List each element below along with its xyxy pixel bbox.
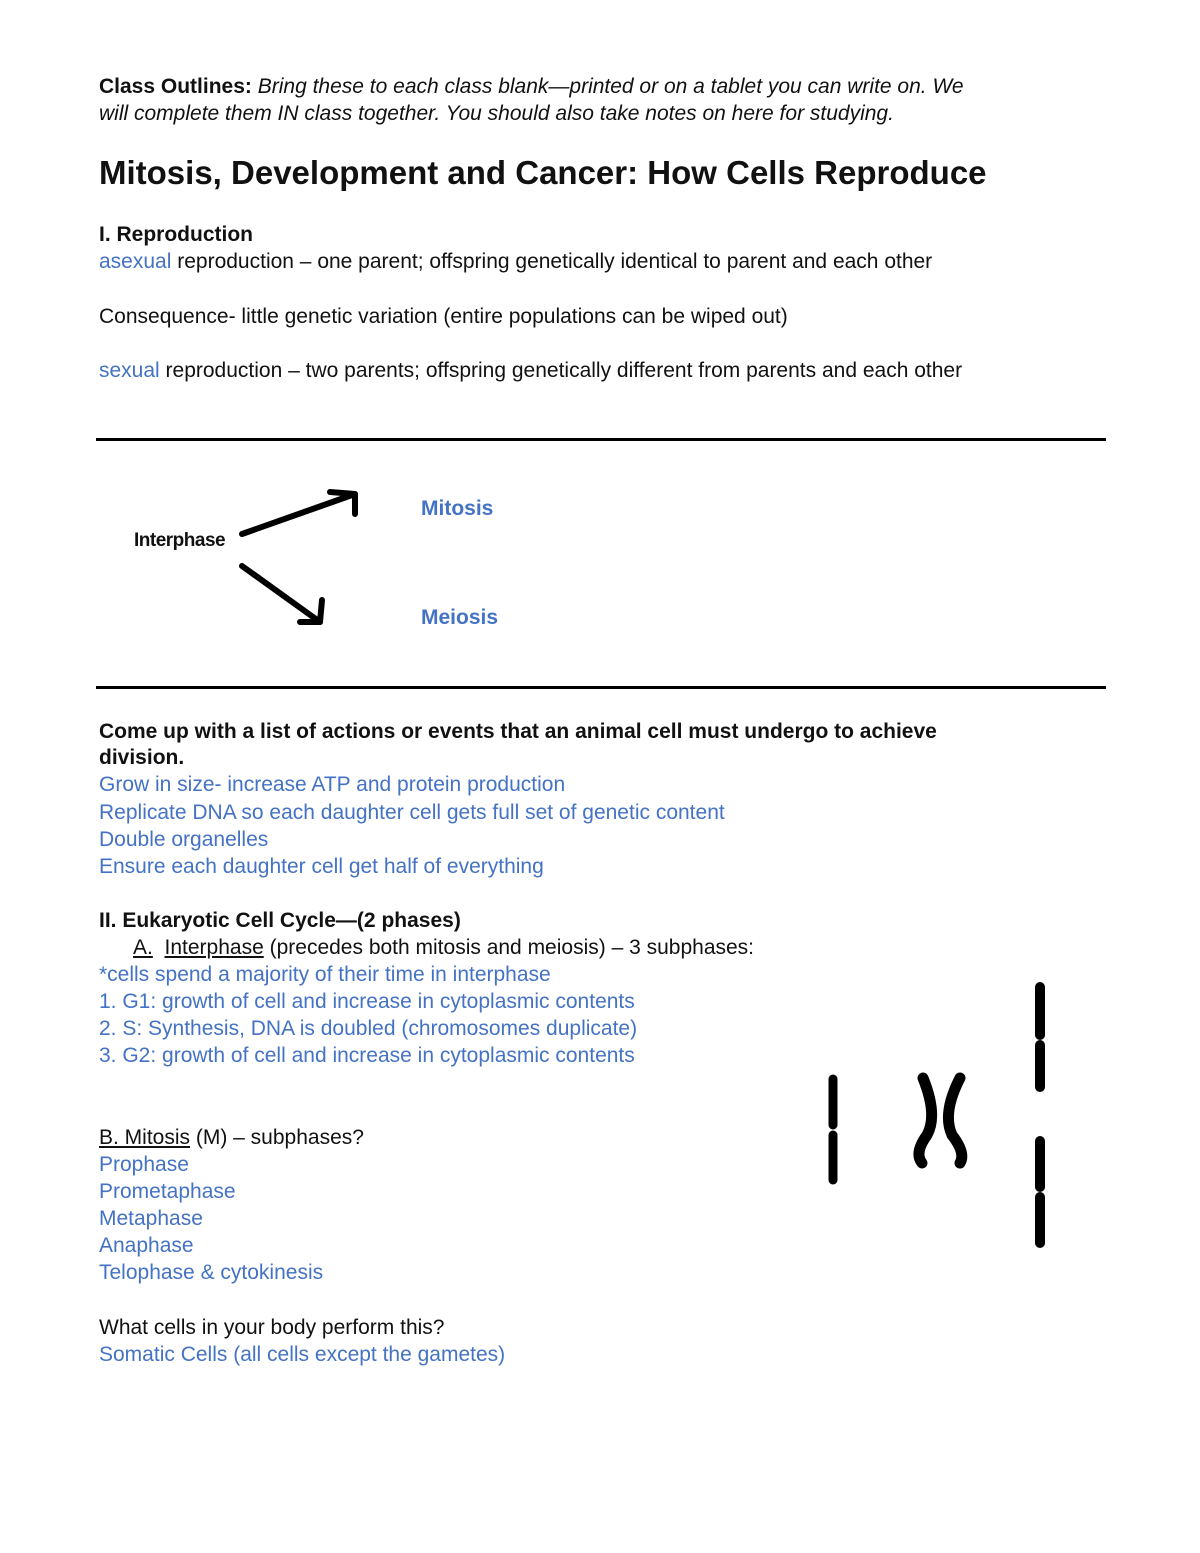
interphase-note: 1. G1: growth of cell and increase in cytoplasmic contents bbox=[99, 990, 635, 1013]
sexual-line bbox=[99, 357, 962, 384]
class-outlines-label: Class Outlines: bbox=[99, 75, 252, 98]
class-outlines-line1 bbox=[99, 73, 964, 100]
page-title: Mitosis, Development and Cancer: How Cells Reproduce bbox=[99, 154, 987, 191]
arrow-to-meiosis bbox=[242, 566, 322, 622]
class-outlines-line2: will complete them IN class together. You should also take notes on here for studying. bbox=[99, 102, 894, 125]
action-item: Double organelles bbox=[99, 828, 269, 851]
mitosis-phase: Metaphase bbox=[99, 1207, 203, 1230]
action-item: Grow in size- increase ATP and protein production bbox=[99, 773, 566, 796]
body-cells-question: What cells in your body perform this? bbox=[99, 1316, 445, 1339]
mitosis-line bbox=[99, 1124, 364, 1151]
asexual-term: asexual bbox=[99, 250, 172, 273]
mitosis-phase: Prometaphase bbox=[99, 1180, 236, 1203]
consequence-line: Consequence- little genetic variation (entire populations can be wiped out) bbox=[99, 305, 788, 328]
interphase-line bbox=[133, 934, 754, 961]
arrow-to-mitosis bbox=[242, 492, 355, 534]
class-outlines-instruction: Bring these to each class blank—printed or on a tablet you can write on. We bbox=[251, 75, 964, 98]
divider-top bbox=[96, 438, 1106, 441]
interphase-description: (precedes both mitosis and meiosis) – 3 subphases: bbox=[263, 936, 755, 959]
action-item: Ensure each daughter cell get half of everything bbox=[99, 855, 544, 878]
interphase-note: *cells spend a majority of their time in interphase bbox=[99, 963, 551, 986]
actions-prompt-line2: division. bbox=[99, 746, 185, 769]
mitosis-phase: Anaphase bbox=[99, 1234, 194, 1257]
mitosis-description: (M) – subphases? bbox=[190, 1126, 364, 1149]
mitosis-b-label: B. Mitosis bbox=[99, 1126, 191, 1149]
interphase-note: 3. G2: growth of cell and increase in cytoplasmic contents bbox=[99, 1044, 635, 1067]
actions-prompt-line1: Come up with a list of actions or events that an animal cell must undergo to achieve bbox=[99, 720, 937, 743]
interphase-a-label: A. bbox=[133, 936, 153, 959]
asexual-line bbox=[99, 248, 932, 275]
asexual-definition: reproduction – one parent; offspring genetically identical to parent and each other bbox=[171, 250, 933, 273]
sexual-definition: reproduction – two parents; offspring genetically different from parents and each other bbox=[159, 359, 963, 382]
interphase-arrows bbox=[230, 480, 430, 640]
mitosis-label: Mitosis bbox=[421, 497, 494, 520]
interphase-label: Interphase bbox=[134, 530, 226, 551]
cell-cycle-heading: II. Eukaryotic Cell Cycle—(2 phases) bbox=[99, 909, 461, 932]
chromosome-drawings bbox=[810, 975, 1090, 1255]
reproduction-heading: I. Reproduction bbox=[99, 223, 253, 246]
action-item: Replicate DNA so each daughter cell gets full set of genetic content bbox=[99, 801, 725, 824]
mitosis-phase: Telophase & cytokinesis bbox=[99, 1261, 324, 1284]
divider-bottom bbox=[96, 686, 1106, 689]
mitosis-phase: Prophase bbox=[99, 1153, 189, 1176]
sexual-term: sexual bbox=[99, 359, 160, 382]
body-cells-answer: Somatic Cells (all cells except the gametes) bbox=[99, 1343, 506, 1366]
interphase-term: Interphase bbox=[164, 936, 264, 959]
interphase-note: 2. S: Synthesis, DNA is doubled (chromosomes duplicate) bbox=[99, 1017, 638, 1040]
meiosis-label: Meiosis bbox=[421, 606, 499, 629]
replicated-chromosome-x-icon bbox=[919, 1078, 962, 1163]
